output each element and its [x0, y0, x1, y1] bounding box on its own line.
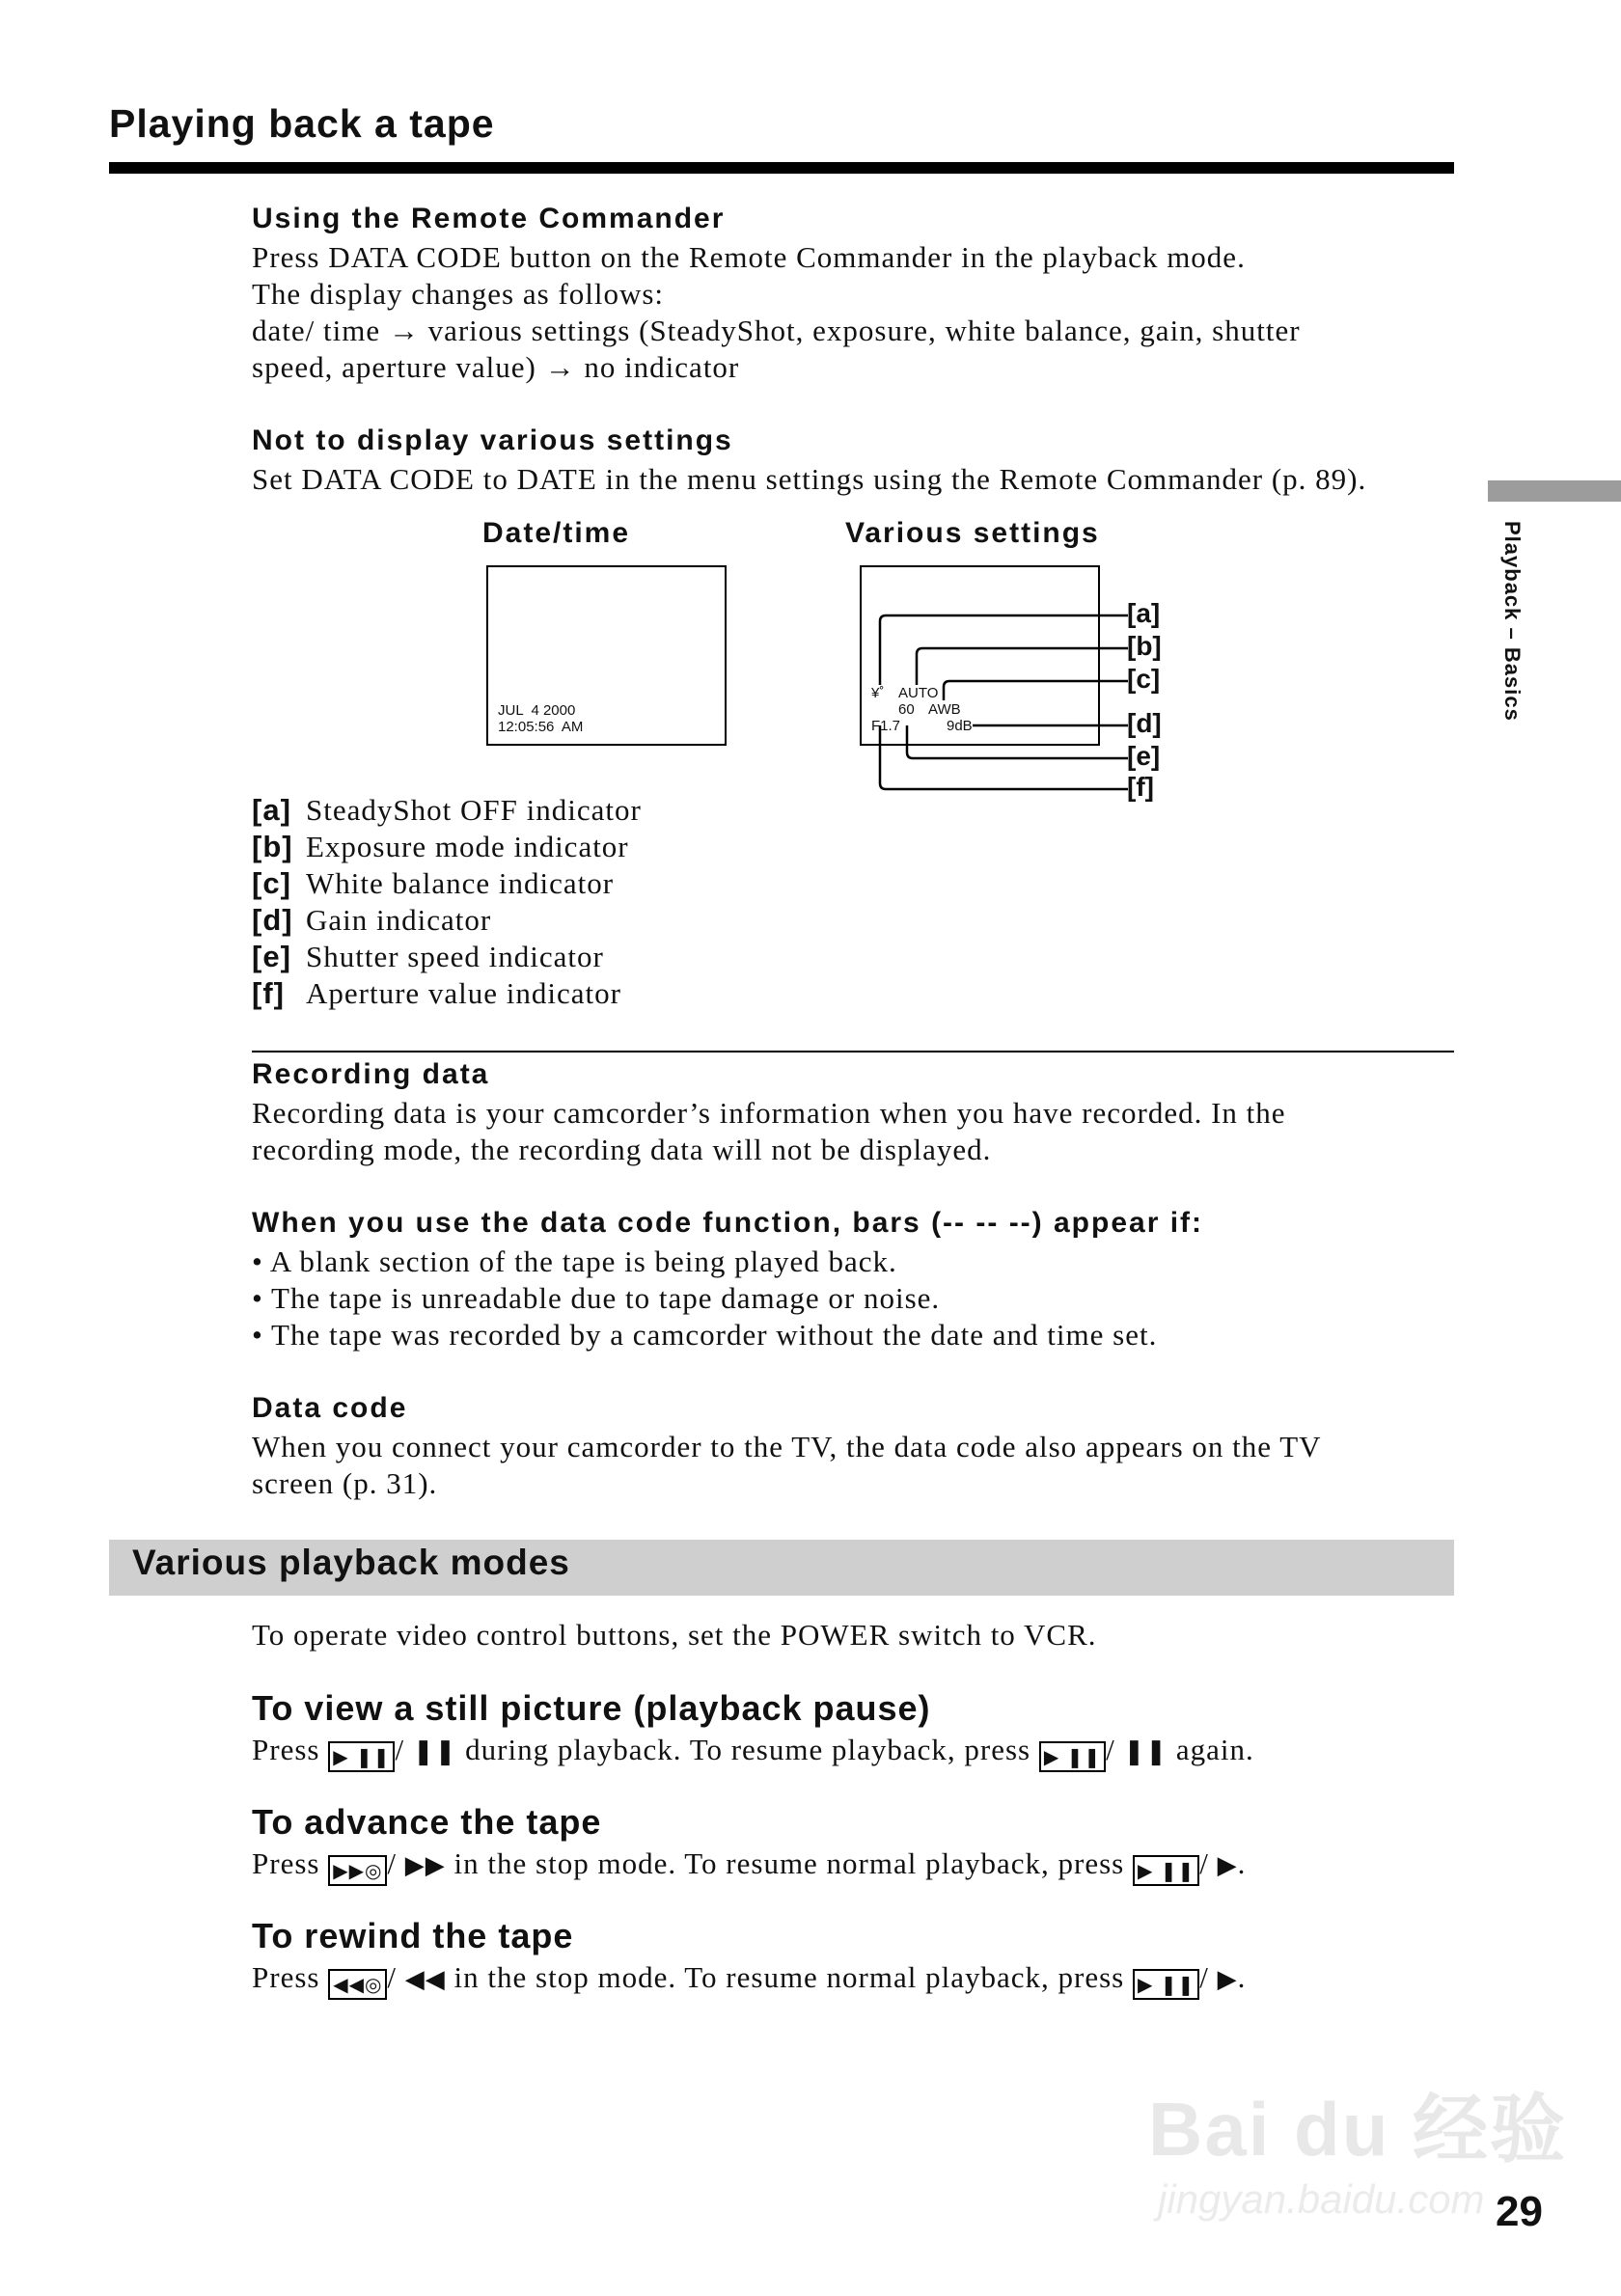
page-number: 29 — [1496, 2188, 1543, 2235]
rewind-button-icon: ◀◀◎ — [328, 1969, 387, 2000]
callout-d: [d] — [1127, 708, 1162, 738]
legend-text: Shutter speed indicator — [306, 940, 604, 973]
remote-line: date/ time → various settings (SteadyShot, exposure, white balance, gain, shutter — [252, 314, 1301, 347]
advance-instruction: Press ▶▶◎ / ▶▶ in the stop mode. To resume normal playback, press ▶ ❚❚ / ▶. — [252, 1845, 1439, 1886]
datacode-heading: Data code — [252, 1392, 408, 1424]
bars-item: • The tape is unreadable due to tape damage or noise. — [252, 1281, 941, 1315]
pause-icon: ❚❚ — [412, 1737, 457, 1766]
legend-text: Aperture value indicator — [306, 976, 621, 1010]
screen-date: JUL 4 2000 — [498, 702, 576, 719]
legend-key: [f] — [252, 976, 285, 1010]
not-display-heading: Not to display various settings — [252, 424, 733, 456]
screen-time: 12:05:56 AM — [498, 719, 584, 735]
fast-forward-icon: ▶▶ — [404, 1851, 446, 1880]
watermark-url: jingyan.baidu.com — [1158, 2176, 1485, 2222]
rewind-instruction: Press ◀◀◎ / ◀◀ in the stop mode. To resume normal playback, press ▶ ❚❚ / ▶. — [252, 1959, 1439, 2000]
datacode-line: When you connect your camcorder to the TV, the data code also appears on the TV — [252, 1430, 1322, 1463]
advance-end: . — [1237, 1846, 1247, 1880]
play-pause-button-icon: ▶ ❚❚ — [1133, 1969, 1199, 2000]
watermark-brand: Bai du 经验 — [1148, 2087, 1568, 2172]
section-tab — [1497, 521, 1526, 752]
legend-item — [252, 940, 604, 976]
still-press: Press — [252, 1733, 320, 1766]
bars-item: • The tape was recorded by a camcorder without the date and time set. — [252, 1318, 1158, 1352]
recording-line: Recording data is your camcorder’s information when you have recorded. In the — [252, 1096, 1286, 1130]
callout-c: [c] — [1127, 664, 1161, 694]
leader-c — [944, 681, 1128, 700]
recording-line: recording mode, the recording data will not be displayed. — [252, 1133, 992, 1166]
legend-key: [b] — [252, 830, 293, 863]
callout-e: [e] — [1127, 741, 1161, 771]
remote-line: speed, aperture value) → no indicator — [252, 350, 740, 384]
section-tab-marker — [1488, 480, 1621, 502]
legend-item — [252, 903, 491, 940]
screen-aperture: F1.7 — [871, 718, 901, 734]
legend-item — [252, 866, 614, 903]
remote-body — [252, 239, 1439, 386]
recording-body — [252, 1095, 1439, 1168]
datetime-screen — [486, 565, 727, 746]
screen-awb: AWB — [928, 701, 961, 718]
recording-heading: Recording data — [252, 1058, 490, 1090]
advance-mid: in the stop mode. To resume normal playback, press — [453, 1846, 1125, 1880]
play-icon: ▶ — [1217, 1965, 1238, 1994]
modes-intro: To operate video control buttons, set the POWER switch to VCR. — [252, 1618, 1097, 1652]
fast-forward-button-icon: ▶▶◎ — [328, 1855, 387, 1886]
modes-heading: Various playback modes — [132, 1543, 570, 1582]
screen-auto: AUTO — [898, 685, 939, 701]
legend-item — [252, 830, 629, 866]
legend-item — [252, 793, 642, 830]
rewind-press: Press — [252, 1960, 320, 1994]
legend-key: [c] — [252, 866, 291, 900]
screen-gain: 9dB — [947, 718, 973, 734]
legend-text: White balance indicator — [306, 866, 615, 900]
datacode-body — [252, 1429, 1439, 1502]
advance-press: Press — [252, 1846, 320, 1880]
legend-text: Gain indicator — [306, 903, 492, 937]
remote-line: The display changes as follows: — [252, 277, 665, 311]
rewind-heading: To rewind the tape — [252, 1916, 574, 1955]
leader-e — [907, 725, 1128, 758]
play-pause-button-icon: ▶ ❚❚ — [1039, 1741, 1106, 1772]
legend-key: [a] — [252, 793, 291, 827]
legend-item — [252, 976, 621, 1013]
legend-text: Exposure mode indicator — [306, 830, 629, 863]
play-icon: ▶ — [1217, 1851, 1238, 1880]
still-instruction: Press ▶ ❚❚ / ❚❚ during playback. To resume playback, press ▶ ❚❚ / ❚❚ again. — [252, 1732, 1439, 1772]
callout-a: [a] — [1127, 598, 1161, 628]
advance-heading: To advance the tape — [252, 1802, 602, 1842]
pause-icon: ❚❚ — [1123, 1737, 1168, 1766]
screen-shutter: 60 — [898, 701, 915, 718]
datetime-label: Date/time — [482, 517, 631, 549]
bars-item: • A blank section of the tape is being played back. — [252, 1244, 897, 1278]
title-rule — [109, 162, 1454, 174]
play-pause-button-icon: ▶ ❚❚ — [328, 1741, 395, 1772]
datacode-line: screen (p. 31). — [252, 1466, 438, 1500]
steadyshot-off-icon: ¥˚ — [871, 685, 885, 701]
callout-f: [f] — [1127, 772, 1154, 802]
still-heading: To view a still picture (playback pause) — [252, 1688, 931, 1728]
rewind-icon: ◀◀ — [404, 1965, 446, 1994]
page-title: Playing back a tape — [109, 101, 495, 146]
section-tab-label: Playback – Basics — [1500, 521, 1525, 722]
legend-key: [d] — [252, 903, 293, 937]
still-mid: during playback. To resume playback, press — [465, 1733, 1031, 1766]
rewind-end: . — [1237, 1960, 1247, 1994]
remote-line: Press DATA CODE button on the Remote Commander in the playback mode. — [252, 240, 1246, 274]
legend-text: SteadyShot OFF indicator — [306, 793, 642, 827]
not-display-text: Set DATA CODE to DATE in the menu settings using the Remote Commander (p. 89). — [252, 462, 1367, 496]
various-settings-label: Various settings — [845, 517, 1100, 549]
leader-b — [917, 648, 1128, 685]
section-divider — [252, 1051, 1454, 1052]
legend-key: [e] — [252, 940, 291, 973]
bars-list — [252, 1244, 1439, 1353]
play-pause-button-icon: ▶ ❚❚ — [1133, 1855, 1199, 1886]
still-end: again. — [1175, 1733, 1254, 1766]
rewind-mid: in the stop mode. To resume normal playback, press — [453, 1960, 1125, 1994]
bars-heading: When you use the data code function, bars (-- -- --) appear if: — [252, 1207, 1204, 1239]
remote-heading: Using the Remote Commander — [252, 203, 726, 234]
callout-b: [b] — [1127, 631, 1162, 661]
